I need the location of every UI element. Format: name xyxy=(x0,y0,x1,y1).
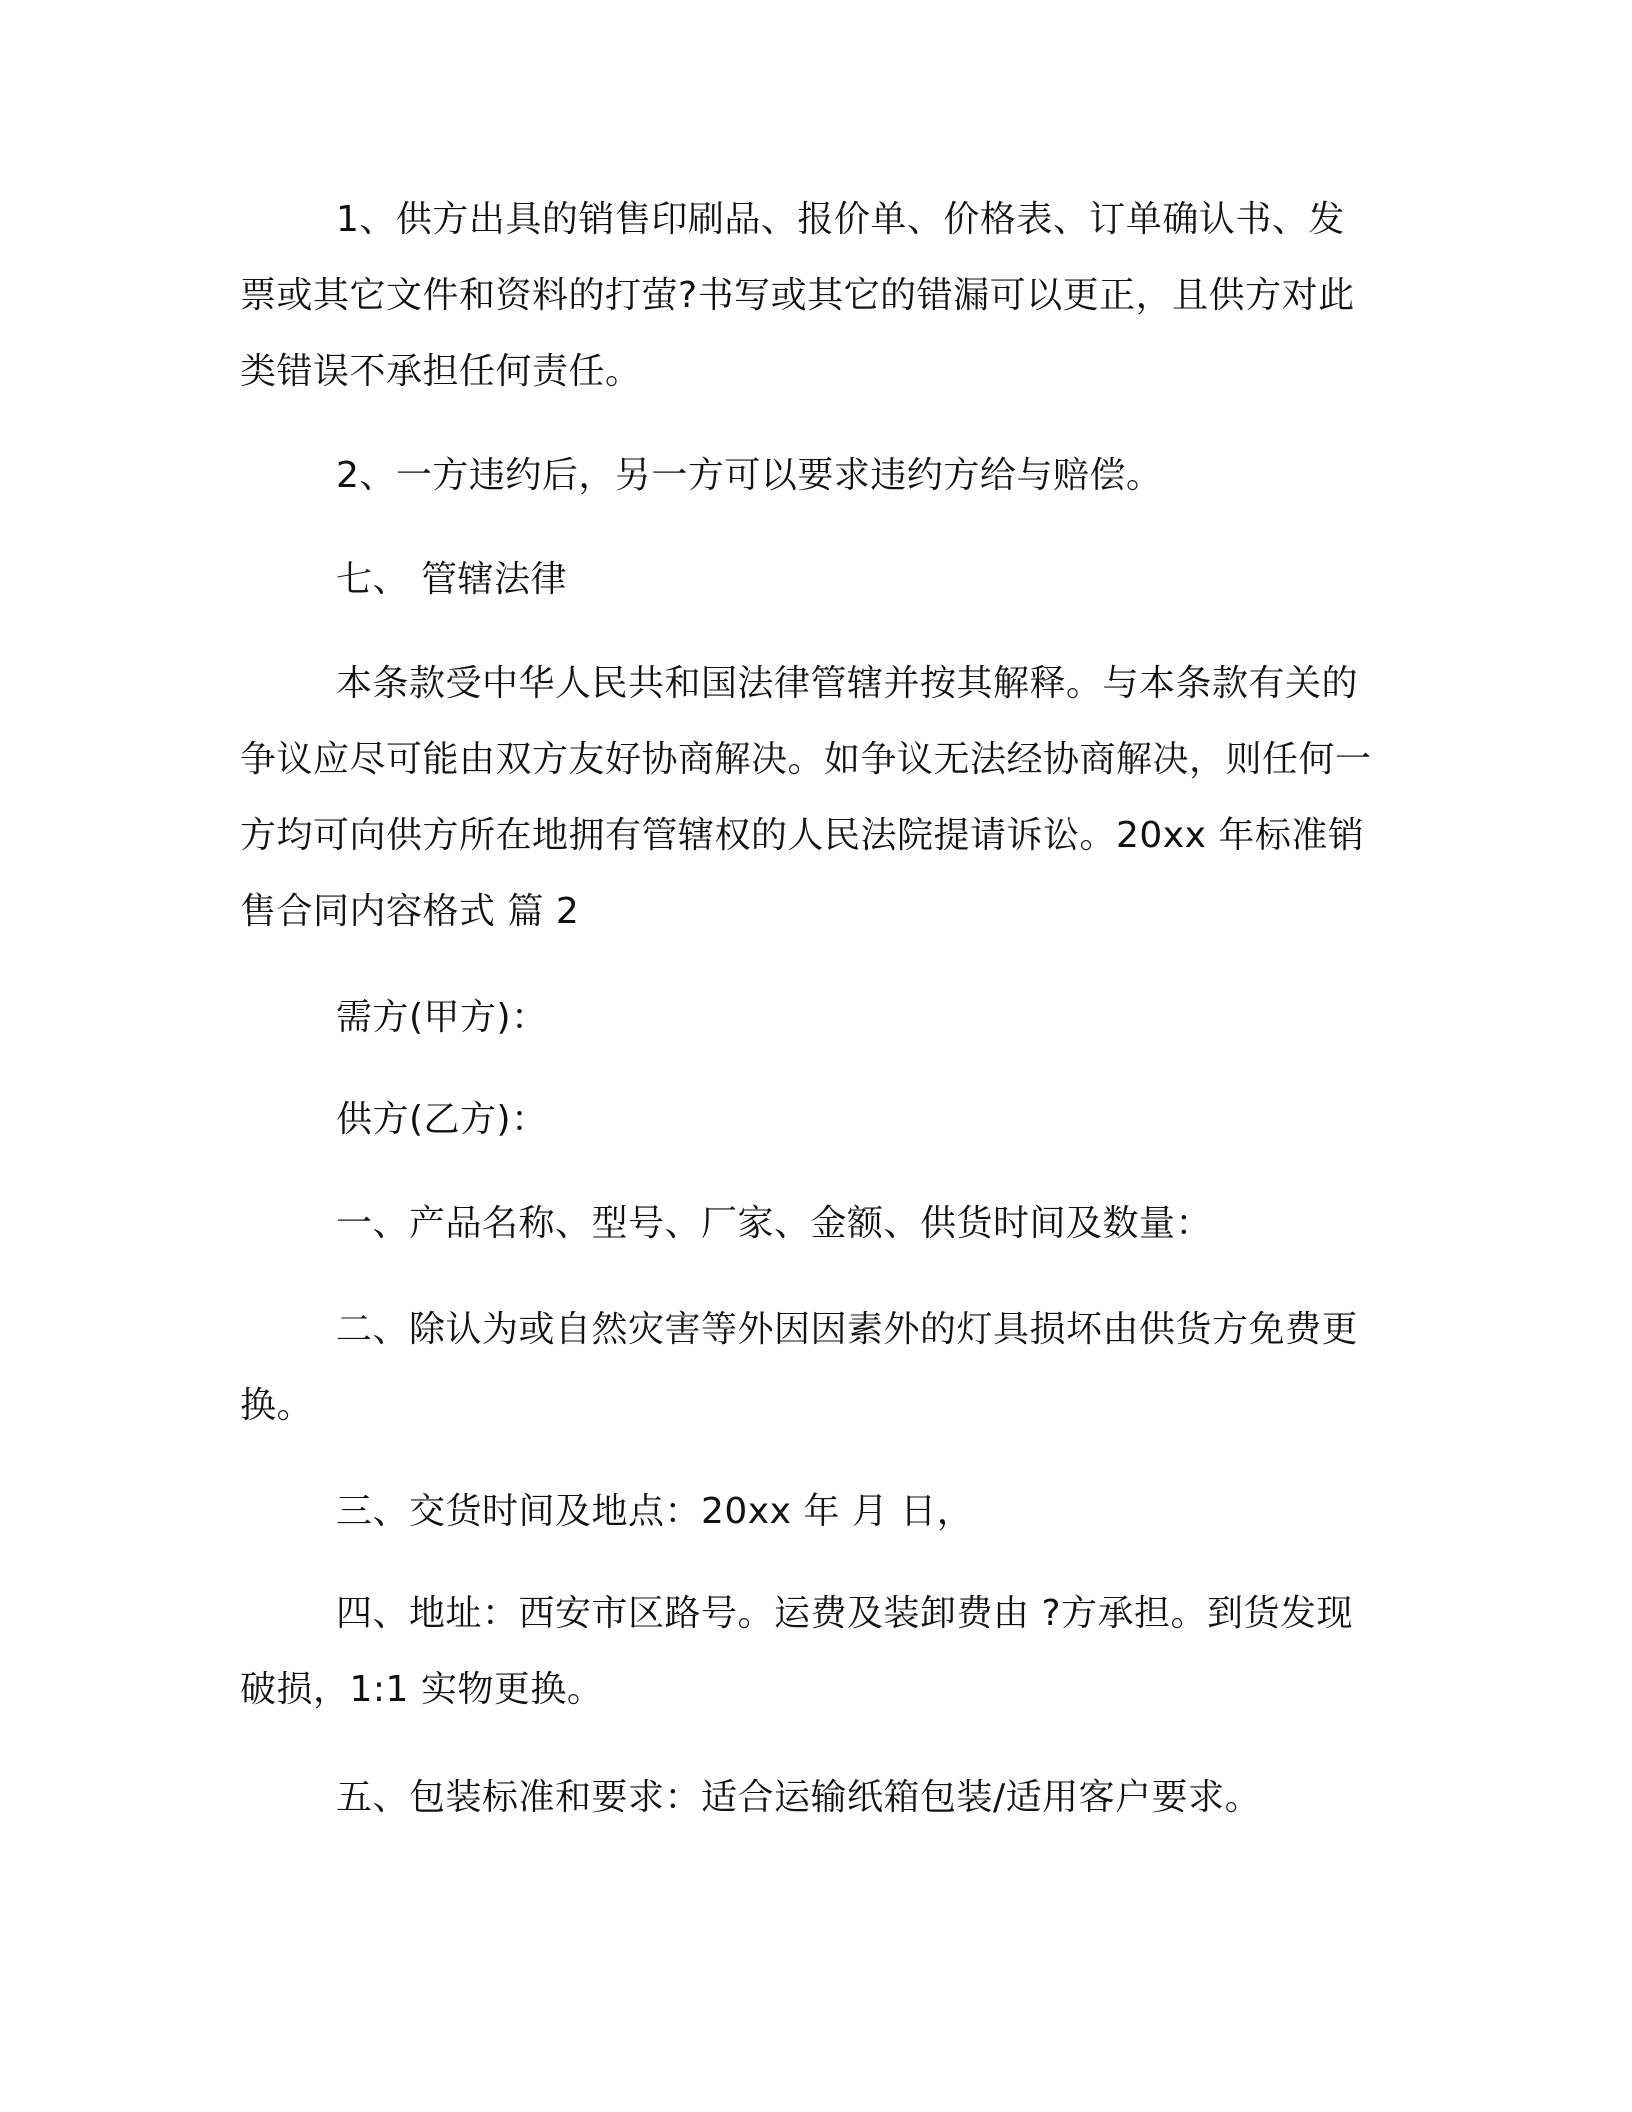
replacement-clause: 二、除认为或自然灾害等外因因素外的灯具损坏由供货方免费更换。 xyxy=(240,1309,1359,1426)
clause-correction-paragraph: 1、供方出具的销售印刷品、报价单、价格表、订单确认书、发票或其它文件和资料的打萤?书写或其它的错漏可以更正，且供方对此类错误不承担任何责任。 xyxy=(240,199,1355,392)
packaging-clause: 五、包装标准和要求：适合运输纸箱包装/适用客户要求。 xyxy=(336,1777,1262,1818)
product-info-clause: 一、产品名称、型号、厂家、金额、供货时间及数量： xyxy=(336,1203,1213,1244)
delivery-time-clause: 三、交货时间及地点：20xx 年 月 日， xyxy=(336,1491,974,1532)
address-freight-clause: 四、地址：西安市区路号。运费及装卸费由 ?方承担。到货发现破损，1:1 实物更换。 xyxy=(240,1593,1354,1710)
section-governing-law-heading: 七、 管辖法律 xyxy=(336,559,567,600)
clause-breach-paragraph: 2、一方违约后，另一方可以要求违约方给与赔偿。 xyxy=(336,455,1163,496)
seller-party-line: 供方(乙方)： xyxy=(336,1099,548,1140)
governing-law-paragraph: 本条款受中华人民共和国法律管辖并按其解释。与本条款有关的争议应尽可能由双方友好协商解决。如争议无法经协商解决，则任何一方均可向供方所在地拥有管辖权的人民法院提请诉讼。20xx 年标准销售合同内容格式 篇 2 xyxy=(240,663,1372,932)
buyer-party-line: 需方(甲方)： xyxy=(336,997,548,1038)
